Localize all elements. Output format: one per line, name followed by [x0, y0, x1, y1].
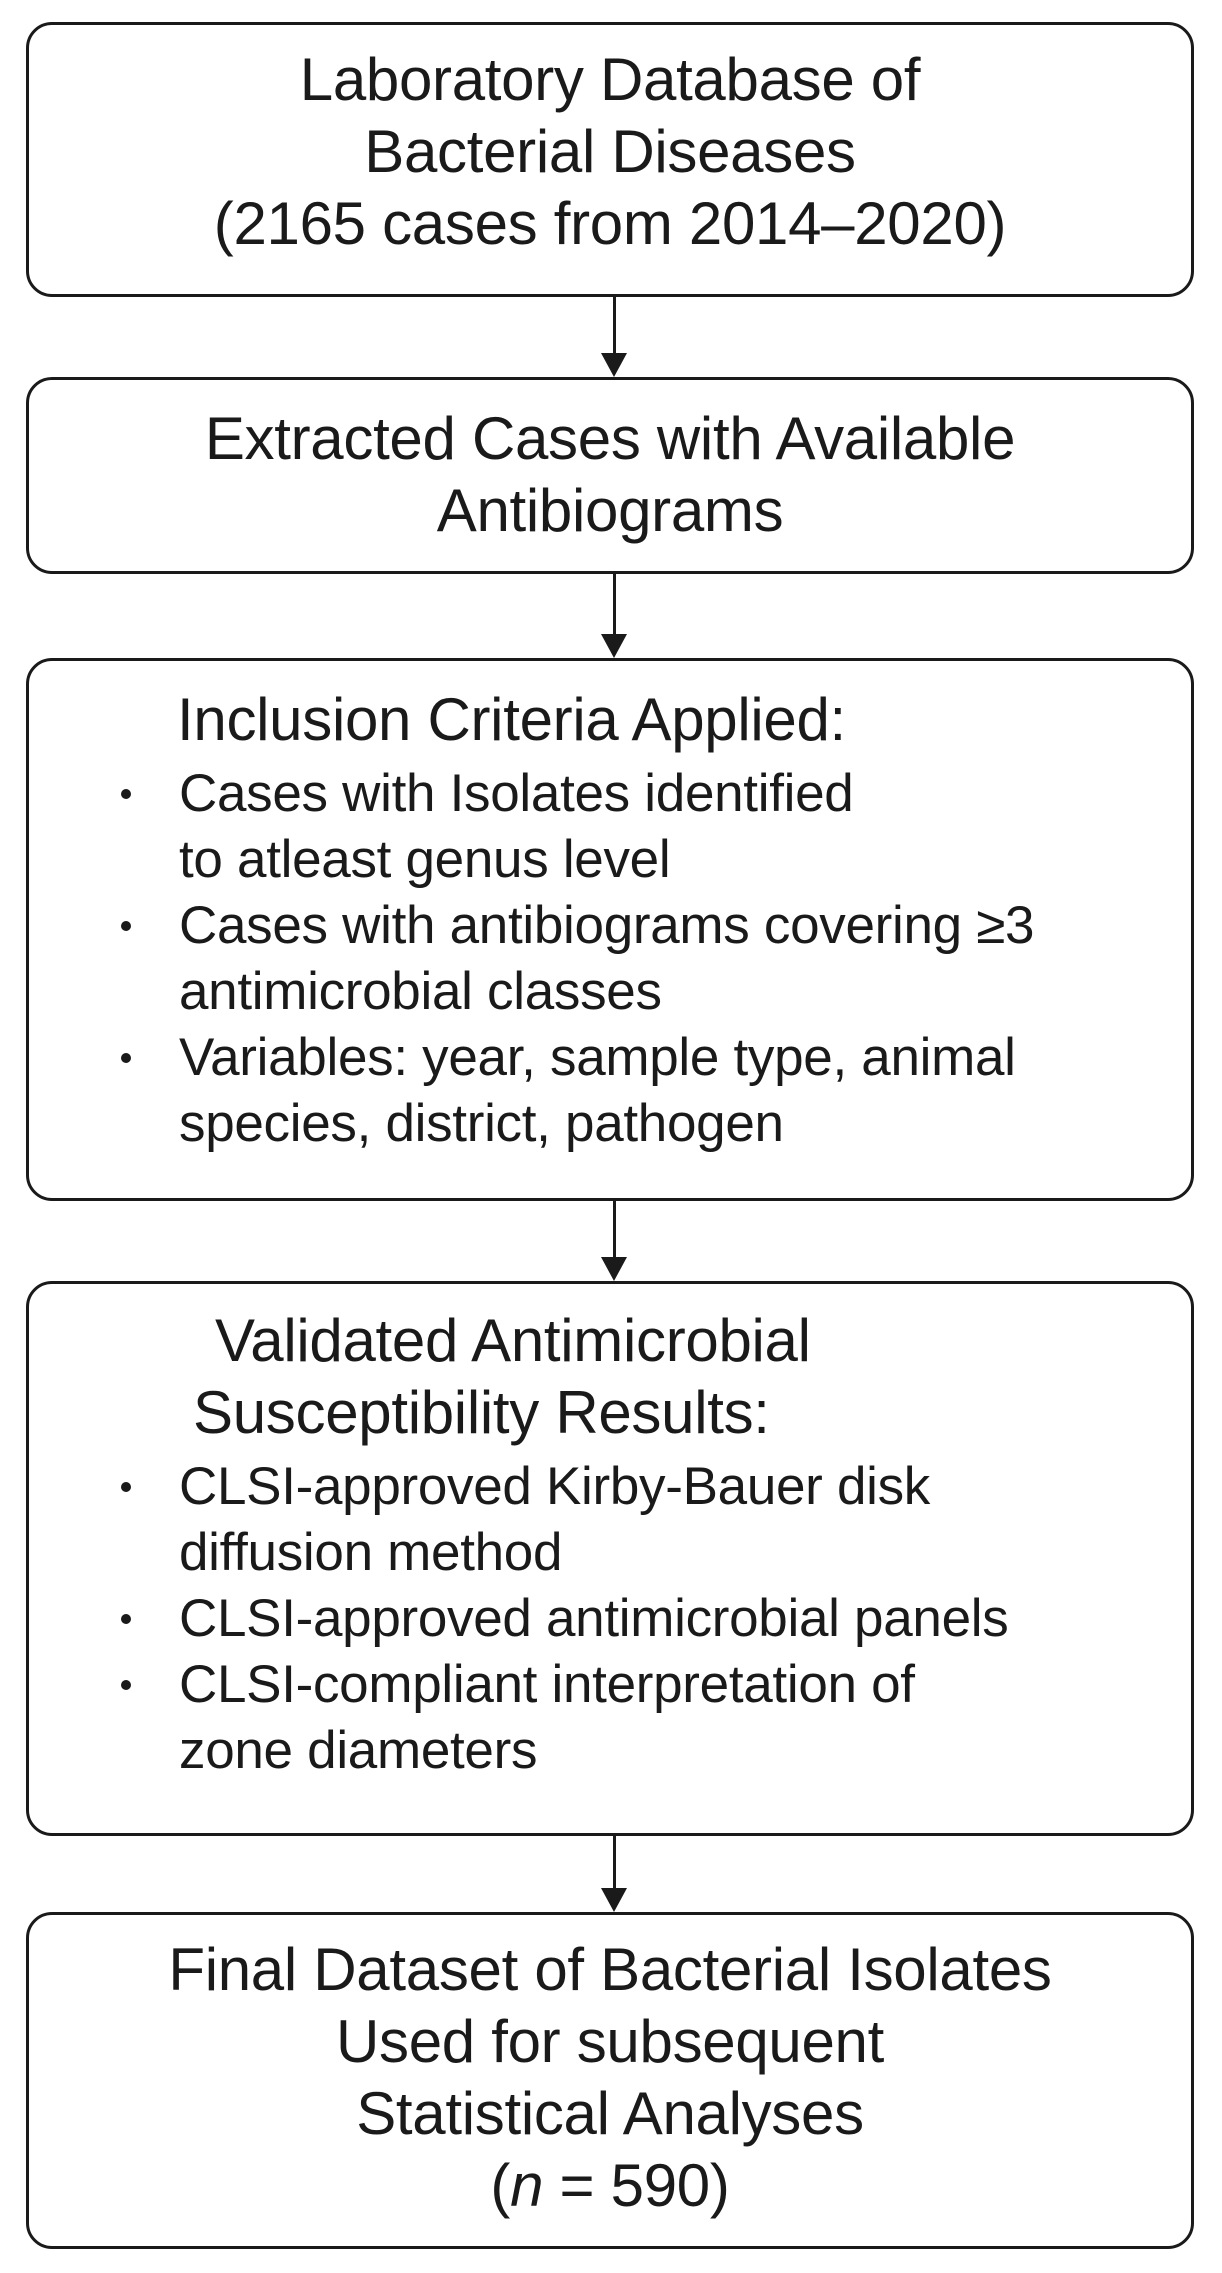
validation-list: [99, 1454, 1171, 1784]
box-title: Susceptibility Results:: [193, 1379, 770, 1446]
box-title: Inclusion Criteria Applied:: [177, 686, 846, 753]
box-line: Final Dataset of Bacterial Isolates: [168, 1936, 1052, 2003]
arrow-shaft: [613, 297, 616, 355]
list-item-text: CLSI-compliant interpretation of zone diameters: [179, 1655, 915, 1780]
arrow-shaft: [613, 574, 616, 636]
list-item-text: CLSI-approved Kirby-Bauer disk diffusion method: [179, 1457, 931, 1582]
arrow-shaft: [613, 1201, 616, 1259]
arrow-head-icon: [601, 1257, 627, 1281]
list-item-text: Cases with Isolates identified to atleast genus level: [179, 764, 854, 889]
criteria-list: [99, 761, 1171, 1157]
bullet-icon: [121, 1680, 131, 1690]
list-item: [99, 1652, 1171, 1784]
bullet-icon: [121, 1482, 131, 1492]
arrow-head-icon: [601, 1888, 627, 1912]
box-line: Bacterial Diseases: [364, 118, 856, 185]
arrow-head-icon: [601, 634, 627, 658]
box-line: (2165 cases from 2014–2020): [213, 190, 1007, 257]
box-title: Validated Antimicrobial: [215, 1307, 811, 1374]
list-item: [99, 1454, 1171, 1586]
bullet-icon: [121, 789, 131, 799]
sample-size-value: = 590): [543, 2152, 730, 2219]
arrow-shaft: [613, 1836, 616, 1890]
flow-box-final-dataset: [26, 1912, 1194, 2249]
box-line: Statistical Analyses: [356, 2080, 864, 2147]
sample-size: [29, 2149, 1191, 2223]
arrow-head-icon: [601, 353, 627, 377]
flow-box-inclusion-criteria: [26, 658, 1194, 1201]
sample-size-variable: n: [510, 2152, 544, 2219]
box-line: Used for subsequent: [336, 2008, 884, 2075]
bullet-icon: [121, 1053, 131, 1063]
flow-box-validated-results: [26, 1281, 1194, 1836]
bullet-icon: [121, 1614, 131, 1624]
list-item-text: CLSI-approved antimicrobial panels: [179, 1589, 1009, 1648]
box-line: Antibiograms: [436, 477, 784, 544]
list-item: [99, 761, 1171, 893]
bullet-icon: [121, 921, 131, 931]
list-item: [99, 1586, 1171, 1652]
box-line: Laboratory Database of: [299, 46, 921, 113]
list-item: [99, 893, 1171, 1025]
box-line: Extracted Cases with Available: [204, 405, 1016, 472]
flow-box-database: [26, 22, 1194, 297]
sample-size-open: (: [490, 2152, 511, 2219]
flow-box-extracted: [26, 377, 1194, 574]
list-item-text: Variables: year, sample type, animal species, district, pathogen: [179, 1028, 1016, 1153]
list-item-text: Cases with antibiograms covering ≥3 antimicrobial classes: [179, 896, 1035, 1021]
list-item: [99, 1025, 1171, 1157]
